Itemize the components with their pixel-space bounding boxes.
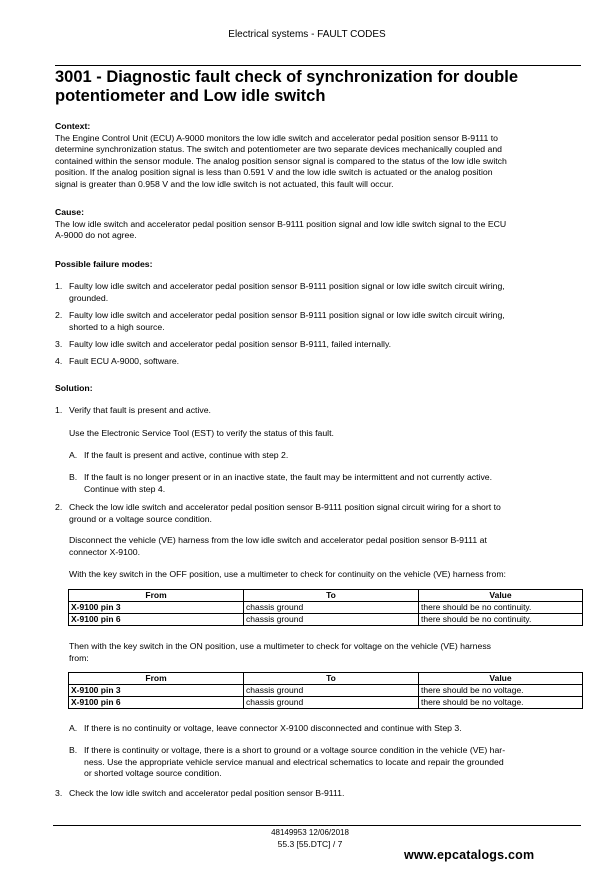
step-2-line: Check the low idle switch and accelerator pedal position sensor B-9111 position signal circuit wiring for a short to [69,502,501,512]
context-section [55,121,585,191]
failure-mode-text: Faulty low idle switch and accelerator pedal position sensor B-9111 position signal or low idle switch circuit wiring, [69,281,505,291]
footer-rule [53,825,581,826]
on-instruction [69,641,584,664]
table-header-row [69,673,583,685]
continuity-table [68,589,583,626]
table-cell: chassis ground [244,685,419,697]
step-2a-label: A. [69,723,78,733]
column-header: To [244,590,419,602]
failure-mode-text: Faulty low idle switch and accelerator pedal position sensor B-9111, failed internally. [69,339,392,349]
table-row [69,602,583,614]
step-2b-label: B. [69,745,78,755]
disconnect-instruction [69,535,584,558]
off-instruction: With the key switch in the OFF position, use a multimeter to check for continuity on the vehicle (VE) harness from: [69,569,506,579]
voltage-table [68,672,583,709]
footer-doc-id: 48149953 12/06/2018 [271,828,349,837]
step-2-number: 2. [55,502,63,512]
table-cell: chassis ground [244,602,419,614]
step-3-number: 3. [55,788,63,798]
step-2b-line: If there is continuity or voltage, there is a short to ground or a voltage source condition in the vehicle (VE) har- [84,745,506,755]
failure-mode-item [55,339,585,351]
table-cell: X-9100 pin 3 [69,685,244,697]
cause-line: The low idle switch and accelerator pedal position sensor B-9111 position signal and low idle switch signal to the ECU [55,218,507,229]
failure-mode-text: Faulty low idle switch and accelerator pedal position sensor B-9111 position signal or low idle switch circuit wiring, [69,310,505,320]
table-cell: chassis ground [244,697,419,709]
page-header: Electrical systems - FAULT CODES [228,29,386,40]
step-1-number: 1. [55,405,63,415]
failure-mode-text: Fault ECU A-9000, software. [69,356,180,366]
failure-mode-item [55,310,585,333]
on-line: Then with the key switch in the ON position, use a multimeter to check for voltage on the vehicle (VE) harness [69,641,492,651]
on-line: from: [69,652,89,663]
table-row [69,685,583,697]
table-cell: there should be no voltage. [419,685,583,697]
context-line: position. If the analog position signal is less than 0.591 V and the low idle switch is actuated or the analog position [55,167,493,178]
table-row [69,697,583,709]
title-line-2: potentiometer and Low idle switch [55,87,326,105]
list-number: 3. [55,339,63,349]
step-2b-text [84,745,584,780]
failure-mode-text: shorted to a high source. [69,321,165,332]
table-row [69,614,583,626]
solution-label: Solution: [55,383,93,393]
context-line: The Engine Control Unit (ECU) A-9000 monitors the low idle switch and accelerator pedal position sensor B-9111 to [55,132,498,143]
list-number: 2. [55,310,63,320]
title-rule [55,65,581,66]
context-line: determine synchronization status. The switch and potentiometer are two separate devices mechanically coupled and [55,144,503,155]
table-cell: X-9100 pin 3 [69,602,244,614]
cause-label: Cause: [55,207,84,217]
failure-mode-text: grounded. [69,292,109,303]
cause-section [55,207,585,242]
column-header: Value [419,590,583,602]
step-1-text: Verify that fault is present and active. [69,405,211,415]
table-header-row [69,590,583,602]
column-header: From [69,673,244,685]
table-cell: there should be no continuity. [419,614,583,626]
step-2-line: ground or a voltage source condition. [69,513,212,524]
step-2-text [69,502,584,525]
title-line-1: 3001 - Diagnostic fault check of synchronization for double [55,68,518,86]
step-1b-label: B. [69,472,78,482]
failure-modes-label: Possible failure modes: [55,259,153,269]
step-2a-text: If there is no continuity or voltage, leave connector X-9100 disconnected and continue with Step 3. [84,723,462,733]
context-line: signal is greater than 0.958 V and the low idle switch is not actuated, this fault will occur. [55,178,394,189]
footer-page-number: 55.3 [55.DTC] / 7 [277,839,343,849]
step-1-sub: Use the Electronic Service Tool (EST) to verify the status of this fault. [69,428,334,438]
disconnect-line: connector X-9100. [69,546,140,557]
page-title [55,68,581,106]
cause-line: A-9000 do not agree. [55,230,137,241]
table-cell: there should be no voltage. [419,697,583,709]
step-1b-text [84,472,584,495]
step-1a-text: If the fault is present and active, continue with step 2. [84,450,289,460]
disconnect-line: Disconnect the vehicle (VE) harness from the low idle switch and accelerator pedal position sensor B-9111 at [69,535,487,545]
column-header: From [69,590,244,602]
watermark: www.epcatalogs.com [404,848,535,862]
table-cell: X-9100 pin 6 [69,614,244,626]
step-1b-line: If the fault is no longer present or in an inactive state, the fault may be intermittent and not currently active. [84,472,493,482]
step-2b-line: or shorted voltage source condition. [84,768,222,779]
column-header: Value [419,673,583,685]
table-cell: there should be no continuity. [419,602,583,614]
step-1a-label: A. [69,450,78,460]
table-cell: chassis ground [244,614,419,626]
failure-mode-item [55,356,585,368]
table-cell: X-9100 pin 6 [69,697,244,709]
step-3-text: Check the low idle switch and accelerator pedal position sensor B-9111. [69,788,345,798]
column-header: To [244,673,419,685]
step-1b-line: Continue with step 4. [84,483,166,494]
failure-mode-item [55,281,585,304]
context-label: Context: [55,121,91,131]
step-2b-line: ness. Use the appropriate vehicle service manual and electrical schematics to locate and repair the grounded [84,756,504,767]
list-number: 4. [55,356,63,366]
context-line: contained within the sensor module. The analog position sensor signal is compared to the status of the low idle switch [55,155,507,166]
list-number: 1. [55,281,63,291]
